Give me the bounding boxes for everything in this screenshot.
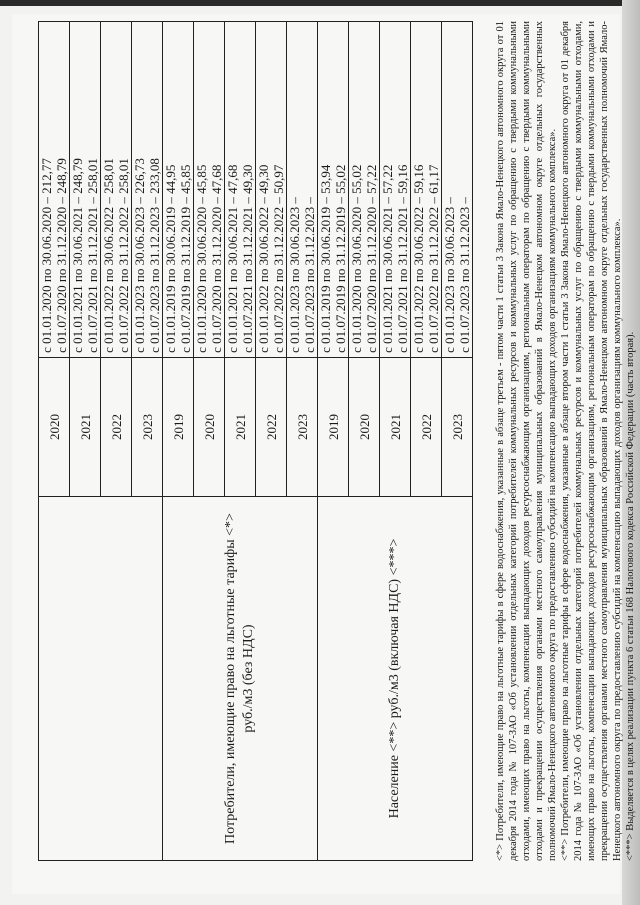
- year-cell: 2020: [39, 357, 70, 496]
- period-line: с 01.01.2023 по 30.06.2023 –: [442, 197, 457, 353]
- period-line: с 01.01.2022 по 30.06.2022 – 59,16: [411, 164, 426, 353]
- period-line: с 01.01.2022 по 30.06.2022 – 258,01: [101, 158, 116, 353]
- footnotes: [494, 21, 637, 861]
- period-line: с 01.07.2020 по 31.12.2020 – 57,22: [364, 164, 379, 353]
- period-line: с 01.07.2019 по 31.12.2019 – 55,02: [333, 164, 348, 353]
- category-cell: Население <**> руб./м3 (включая НДС) <***>: [318, 497, 473, 861]
- period-line: с 01.07.2021 по 31.12.2021 – 258,01: [85, 158, 100, 353]
- period-line: с 01.01.2020 по 30.06.2020 – 55,02: [349, 164, 364, 353]
- period-line: с 01.07.2020 по 31.12.2020 – 248,79: [54, 158, 69, 353]
- period-cell: [225, 22, 256, 358]
- year-cell: 2019: [318, 357, 349, 496]
- period-cell: [318, 22, 349, 358]
- tariff-table: [38, 21, 473, 861]
- period-line: с 01.01.2021 по 30.06.2021 – 57,22: [380, 164, 395, 353]
- year-cell: 2021: [225, 357, 256, 496]
- period-cell: [287, 22, 318, 358]
- rotated-content: [32, 19, 636, 889]
- footnote-2: <**> Потребители, имеющие право на льготные тарифы в сфере водоснабжения, указанные в абзаце втором части 1 статьи 3 Закона Ямало-Ненецкого автономного округа от 01 декабря 2014 года № 107-ЗАО «Об установлении отдельных категорий потребителей коммунальных ресурсов и коммунальных услуг по обращению с твердыми коммунальными отходами, имеющих право на льготы, компенсации выпадающих доходов ресурсоснабжающим организациям, региональным операторам по обращению с твердыми коммунальными отходами и прекращении осуществления органами местного самоуправления муниципальных образований в Ямало-Ненецком автономном округе отдельных государственных полномочий Ямало-Ненецкого автономного округа по предоставлению субсидий на компенсацию выпадающих доходов организациям коммунального комплекса».: [560, 21, 623, 861]
- year-cell: 2020: [194, 357, 225, 496]
- period-line: с 01.07.2021 по 31.12.2021 – 49,30: [240, 164, 255, 353]
- period-line: с 01.07.2019 по 31.12.2019 – 45,85: [178, 164, 193, 353]
- year-cell: 2022: [256, 357, 287, 496]
- year-cell: 2019: [163, 357, 194, 496]
- period-cell: [256, 22, 287, 358]
- period-line: с 01.07.2022 по 31.12.2022 – 50,97: [271, 164, 286, 353]
- period-cell: [70, 22, 101, 358]
- period-cell: [194, 22, 225, 358]
- period-line: с 01.07.2022 по 31.12.2022 – 258,01: [116, 158, 131, 353]
- period-cell: [411, 22, 442, 358]
- period-line: с 01.01.2020 по 30.06.2020 – 212,77: [39, 158, 54, 353]
- period-line: с 01.07.2022 по 31.12.2022 – 61,17: [426, 164, 441, 353]
- period-line: с 01.07.2021 по 31.12.2021 – 59,16: [395, 164, 410, 353]
- category-cell: [39, 497, 163, 861]
- period-line: с 01.01.2021 по 30.06.2021 – 248,79: [70, 158, 85, 353]
- year-cell: 2022: [101, 357, 132, 496]
- period-line: с 01.01.2022 по 30.06.2022 – 49,30: [256, 164, 271, 353]
- period-cell: [39, 22, 70, 358]
- period-cell: [380, 22, 411, 358]
- period-line: с 01.01.2023 по 30.06.2023 – 226,73: [132, 158, 147, 353]
- period-line: с 01.07.2023 по 31.12.2023 –: [457, 197, 472, 353]
- period-line: с 01.07.2023 по 31.12.2023 –: [302, 197, 317, 353]
- year-cell: 2023: [132, 357, 163, 496]
- year-cell: 2023: [287, 357, 318, 496]
- year-cell: 2021: [380, 357, 411, 496]
- period-line: с 01.07.2023 по 31.12.2023 – 233,08: [147, 158, 162, 353]
- year-cell: 2022: [411, 357, 442, 496]
- table-row: [318, 22, 349, 861]
- period-line: с 01.07.2020 по 31.12.2020 – 47,68: [209, 164, 224, 353]
- year-cell: 2021: [70, 357, 101, 496]
- year-cell: 2023: [442, 357, 473, 496]
- footnote-3: <***> Выделяется в целях реализации пункта 6 статьи 168 Налогового кодекса Российской Федерации (часть вторая).: [625, 331, 636, 861]
- period-cell: [349, 22, 380, 358]
- period-cell: [163, 22, 194, 358]
- scanner-edge-top: [0, 0, 640, 6]
- period-cell: [101, 22, 132, 358]
- period-cell: [442, 22, 473, 358]
- period-line: с 01.01.2021 по 30.06.2021 – 47,68: [225, 164, 240, 353]
- table-row: [163, 22, 194, 861]
- document-page: [12, 14, 636, 894]
- category-cell: Потребители, имеющие право на льготные тарифы <*> руб./м3 (без НДС): [163, 497, 318, 861]
- table-row: [39, 22, 70, 861]
- period-cell: [132, 22, 163, 358]
- period-line: с 01.01.2020 по 30.06.2020 – 45,85: [194, 164, 209, 353]
- footnote-1: <*> Потребители, имеющие право на льготные тарифы в сфере водоснабжения, указанные в абзаце третьем - пятом части 1 статьи 3 Закона Ямало-Ненецкого автономного округа от 01 декабря 2014 года № 107-ЗАО «Об установлении отдельных категорий потребителей коммунальных ресурсов и коммунальных услуг по обращению с твердыми коммунальными отходами, имеющих право на льготы, компенсации выпадающих доходов ресурсоснабжающим организациям, региональным операторам по обращению с твердыми коммунальными отходами и прекращении осуществления органами местного самоуправления муниципальных образований в Ямало-Ненецком автономном округе отдельных государственных полномочий Ямало-Ненецкого автономного округа по предоставлению субсидий на компенсацию выпадающих доходов организациям коммунального комплекса».: [495, 21, 558, 861]
- period-line: с 01.01.2023 по 30.06.2023 –: [287, 197, 302, 353]
- period-line: с 01.01.2019 по 30.06.2019 – 44,95: [163, 164, 178, 353]
- period-line: с 01.01.2019 по 30.06.2019 – 53,94: [318, 164, 333, 353]
- year-cell: 2020: [349, 357, 380, 496]
